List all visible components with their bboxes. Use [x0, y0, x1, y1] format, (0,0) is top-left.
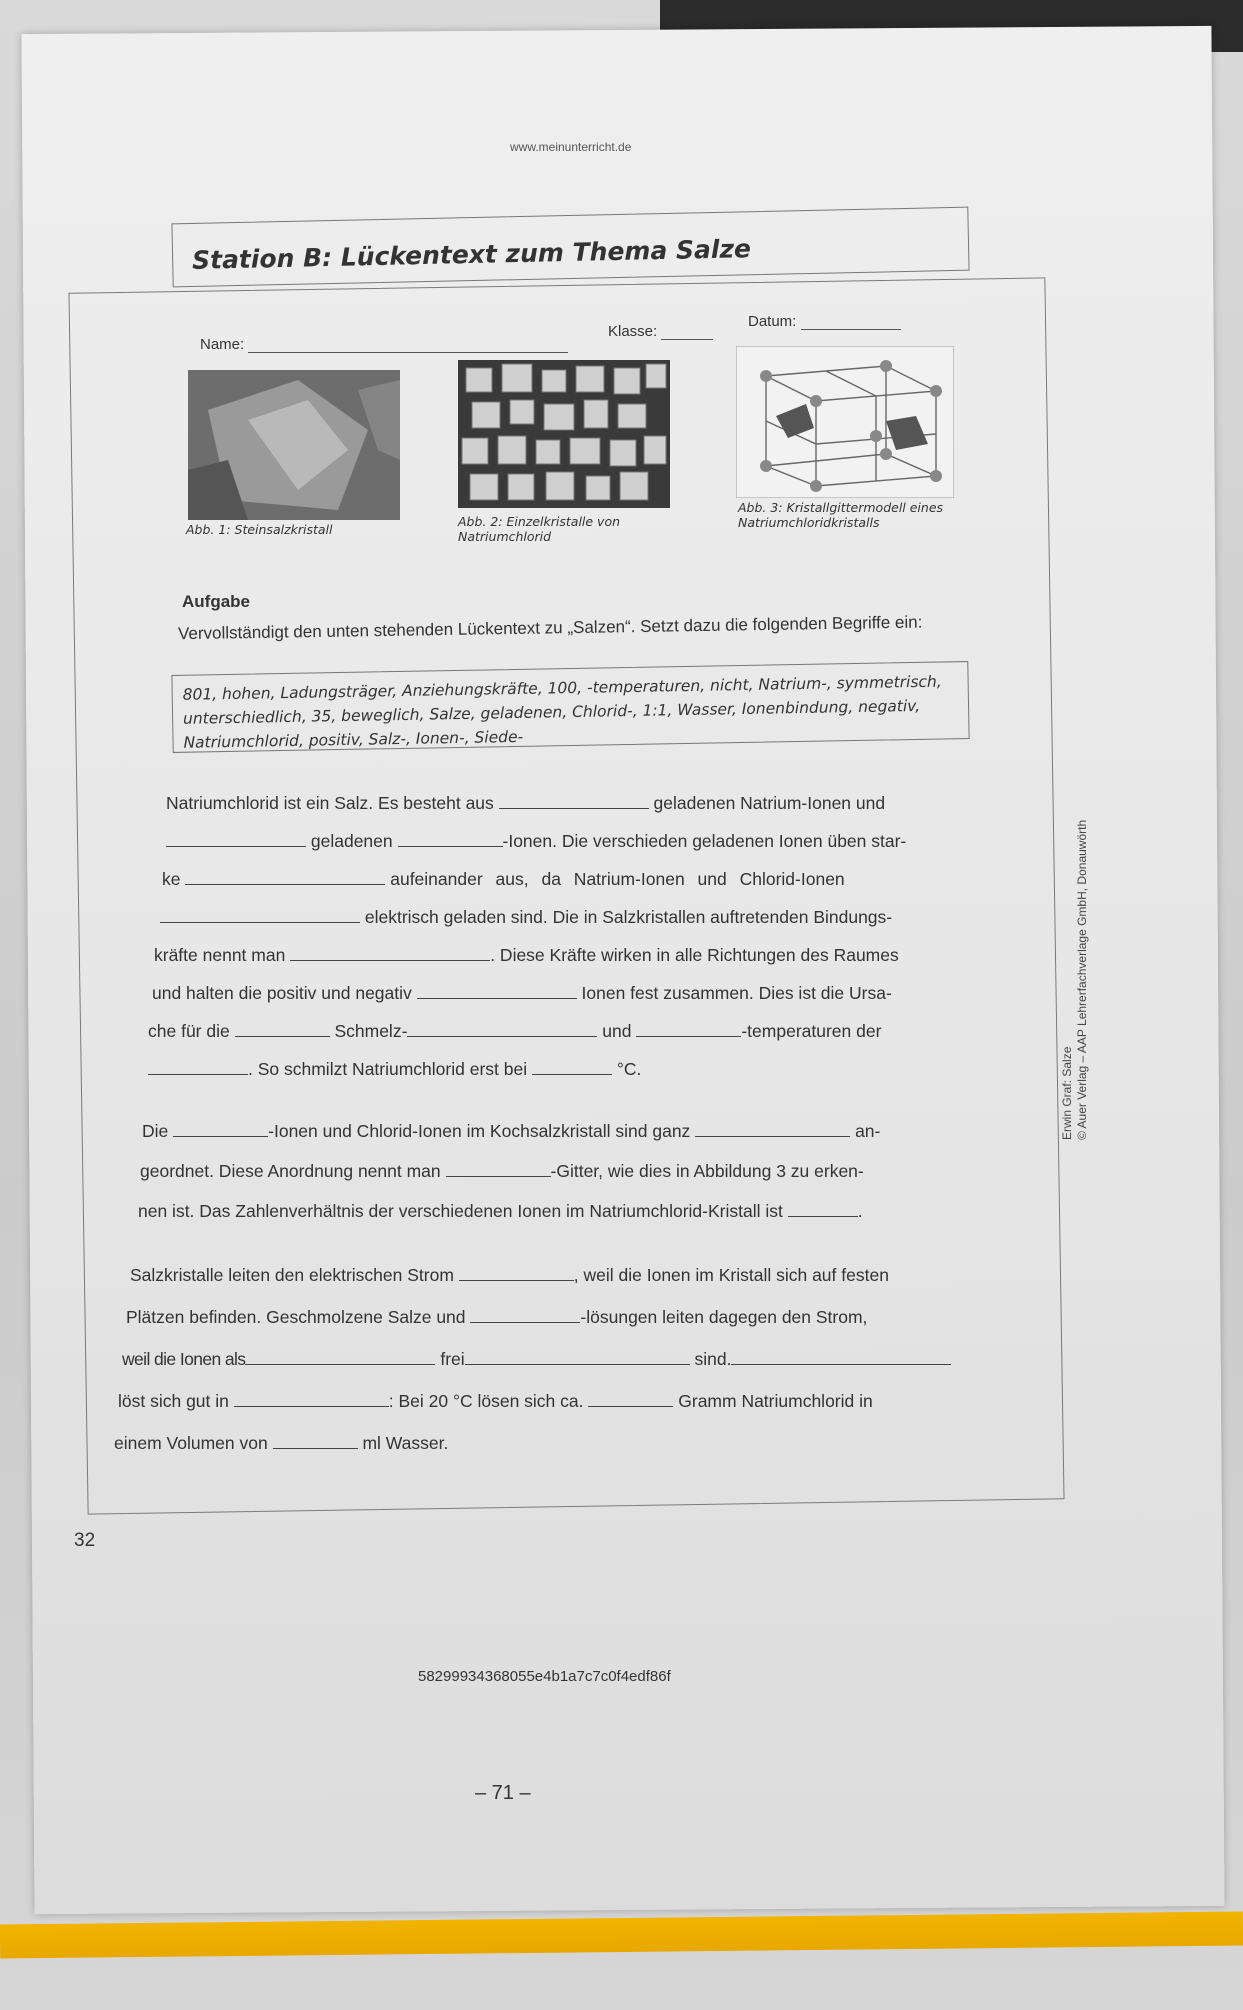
blank[interactable]	[273, 1432, 358, 1449]
blank[interactable]	[235, 1020, 330, 1037]
blank[interactable]	[166, 830, 306, 847]
cloze-line-10: geordnet. Diese Anordnung nennt man -Gitter, wie dies in Abbildung 3 zu erken-	[140, 1161, 864, 1181]
blank[interactable]	[245, 1348, 435, 1365]
source-url: www.meinunterricht.de	[510, 140, 632, 154]
salt-crystals-photo	[458, 360, 670, 508]
cloze-line-1: Natriumchlorid ist ein Salz. Es besteht aus geladenen Natrium-Ionen und	[166, 793, 886, 813]
cloze-line-8: . So schmilzt Natriumchlorid erst bei °C.	[148, 1058, 641, 1080]
blank[interactable]	[234, 1390, 389, 1407]
name-label: Name:	[200, 336, 245, 353]
cloze-line-2: geladenen -Ionen. Die verschieden geladenen Ionen üben star-	[166, 830, 906, 852]
figure-3-caption-line1: Abb. 3: Kristallgittermodell eines	[738, 500, 944, 515]
figure-3-caption-line2: Natriumchloridkristalls	[738, 515, 880, 530]
cloze-line-12: Salzkristalle leiten den elektrischen Strom , weil die Ionen im Kristall sich auf festen	[130, 1265, 889, 1285]
figure-2-caption	[458, 514, 620, 544]
blank[interactable]	[160, 906, 360, 923]
name-blank	[248, 338, 568, 353]
blank[interactable]	[588, 1390, 673, 1407]
blank[interactable]	[465, 1348, 690, 1365]
document-code: 58299934368055e4b1a7c7c0f4edf86f	[418, 1668, 671, 1685]
blank[interactable]	[173, 1120, 268, 1137]
blank[interactable]	[417, 982, 577, 999]
blank[interactable]	[636, 1020, 741, 1037]
rock-salt-photo	[188, 370, 400, 520]
figure-3-caption	[738, 500, 943, 530]
crystal-lattice-model	[736, 346, 954, 498]
blank[interactable]	[185, 868, 385, 885]
blank[interactable]	[148, 1058, 248, 1075]
date-blank	[801, 315, 901, 330]
page-title: Station B: Lückentext zum Thema Salze	[191, 234, 752, 275]
blank[interactable]	[459, 1264, 574, 1281]
class-field	[608, 323, 713, 340]
cloze-line-7: che für die Schmelz- und -temperaturen der	[148, 1021, 882, 1041]
blank[interactable]	[470, 1306, 580, 1323]
cloze-line-14: weil die Ionen als frei sind.	[122, 1348, 951, 1370]
blank[interactable]	[407, 1020, 597, 1037]
task-text: Vervollständigt den unten stehenden Lückentext zu „Salzen“. Setzt dazu die folgenden Begriffe ein:	[177, 612, 923, 644]
class-blank	[661, 325, 713, 340]
figure-2-caption-line2: Natriumchlorid	[458, 529, 552, 544]
figure-2-caption-line1: Abb. 2: Einzelkristalle von	[458, 514, 621, 529]
word-bank: 801, hohen, Ladungsträger, Anziehungskräfte, 100, -temperaturen, nicht, Natrium-, symmetrisch, unterschiedlich, 35, beweglich, Salze, geladenen, Chlorid-, 1:1, Wasser, Ionenbindung, negativ, Natriumchlorid, positiv, Salz-, Ionen-, Siede-	[182, 672, 942, 752]
copyright-credit: Erwin Graf: Salze © Auer Verlag – AAP Lehrerfachverlage GmbH, Donauwörth	[1060, 819, 1089, 1140]
blank[interactable]	[788, 1200, 858, 1217]
figure-1-caption: Abb. 1: Steinsalzkristall	[186, 522, 333, 537]
sheet-number: – 71 –	[475, 1782, 531, 1804]
blank[interactable]	[532, 1058, 612, 1075]
task-heading: Aufgabe	[182, 592, 250, 611]
cloze-line-5: kräfte nennt man . Diese Kräfte wirken in alle Richtungen des Raumes	[154, 945, 899, 965]
name-field	[200, 336, 568, 353]
cloze-line-11: nen ist. Das Zahlenverhältnis der verschiedenen Ionen im Natriumchlorid-Kristall ist .	[138, 1201, 863, 1221]
blank[interactable]	[290, 944, 490, 961]
blank[interactable]	[499, 792, 649, 809]
class-label: Klasse:	[608, 323, 658, 340]
blank[interactable]	[731, 1348, 951, 1365]
cloze-line-13: Plätzen befinden. Geschmolzene Salze und -lösungen leiten dagegen den Strom,	[126, 1307, 868, 1327]
cloze-line-9: Die -Ionen und Chlorid-Ionen im Kochsalzkristall sind ganz an-	[142, 1121, 881, 1141]
cloze-line-16: einem Volumen von ml Wasser.	[114, 1433, 449, 1453]
blank[interactable]	[695, 1120, 850, 1137]
date-field	[748, 313, 901, 330]
cloze-line-15: löst sich gut in : Bei 20 °C lösen sich ca. Gramm Natriumchlorid in	[118, 1391, 873, 1411]
date-label: Datum:	[748, 313, 797, 330]
cloze-line-3: ke aufeinander aus, da Natrium-Ionen und Chlorid-Ionen	[162, 869, 845, 889]
cloze-line-6: und halten die positiv und negativ Ionen fest zusammen. Dies ist die Ursa-	[152, 983, 892, 1003]
blank[interactable]	[398, 830, 503, 847]
cloze-line-4: elektrisch geladen sind. Die in Salzkristallen auftretenden Bindungs-	[160, 906, 892, 928]
blank[interactable]	[446, 1160, 551, 1177]
page-number: 32	[74, 1530, 96, 1551]
